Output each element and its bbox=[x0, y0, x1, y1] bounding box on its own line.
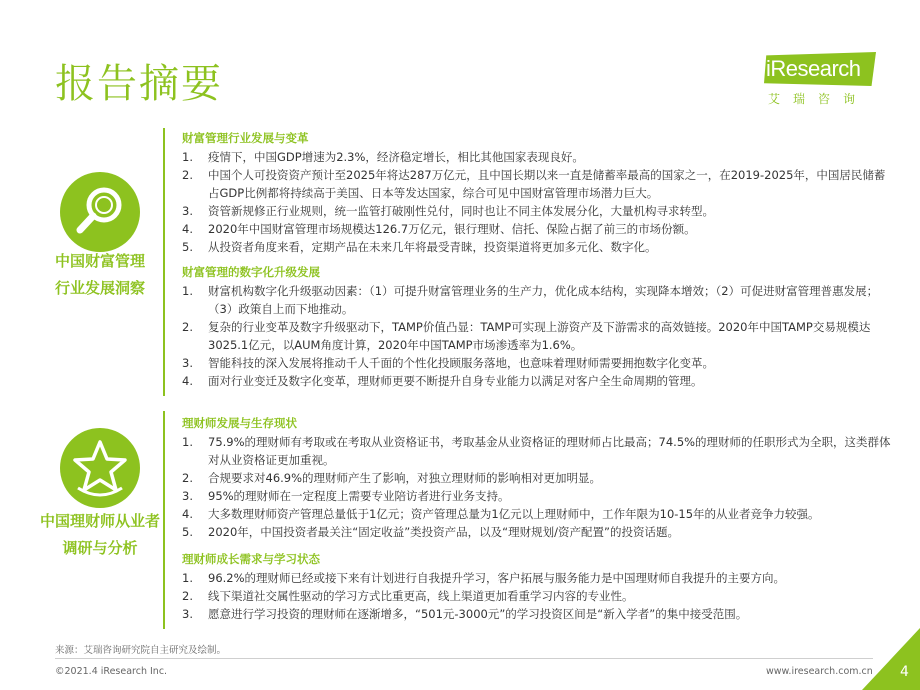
copyright: ©2021.4 iResearch Inc. bbox=[55, 666, 168, 677]
item-text: 从投资者角度来看，定期产品在未来几年将最受青睐，投资渠道将更加多元化、数字化。 bbox=[208, 240, 657, 254]
item-number: 2. bbox=[182, 168, 193, 182]
panel-label-line: 中国理财师从业者 bbox=[39, 512, 160, 530]
star-icon bbox=[60, 428, 140, 508]
section-industry-change bbox=[182, 129, 892, 256]
list-item bbox=[182, 605, 892, 623]
panel-label-industry bbox=[30, 248, 170, 302]
item-number: 3. bbox=[182, 356, 193, 370]
item-number: 1. bbox=[182, 435, 193, 449]
item-text: 愿意进行学习投资的理财师在逐渐增多，“501元-3000元”的学习投资区间是“新入学者”的集中接受范围。 bbox=[208, 607, 748, 621]
item-text: 疫情下，中国GDP增速为2.3%，经济稳定增长，相比其他国家表现良好。 bbox=[208, 150, 584, 164]
item-number: 5. bbox=[182, 240, 193, 254]
list-item bbox=[182, 433, 892, 469]
item-number: 4. bbox=[182, 507, 193, 521]
item-text: 75.9%的理财师有考取或在考取从业资格证书，考取基金从业资格证的理财师占比最高；74.5%的理财师的任职形式为全职，这类群体对从业资格证更加重视。 bbox=[208, 435, 891, 467]
section-heading: 财富管理的数字化升级发展 bbox=[182, 265, 320, 279]
item-text: 大多数理财师资产管理总量低于1亿元；资产管理总量为1亿元以上理财师中，工作年限为10-15年的从业者竞争力较强。 bbox=[208, 507, 820, 521]
footer-divider bbox=[55, 658, 873, 659]
panel-label-line: 中国财富管理 bbox=[54, 252, 145, 270]
item-number: 1. bbox=[182, 571, 193, 585]
item-number: 2. bbox=[182, 471, 193, 485]
list-item bbox=[182, 202, 892, 220]
item-text: 复杂的行业变革及数字升级驱动下，TAMP价值凸显：TAMP可实现上游资产及下游需求的高效链接。2020年中国TAMP交易规模达3025.1亿元，以AUM角度计算，2020年中国TAMP市场渗透率为1.6%。 bbox=[208, 320, 871, 352]
section-planner-learning bbox=[182, 550, 892, 623]
list-item bbox=[182, 569, 892, 587]
list-item bbox=[182, 372, 892, 390]
item-number: 1. bbox=[182, 150, 193, 164]
item-text: 2020年中国财富管理市场规模达126.7万亿元，银行理财、信托、保险占据了前三的市场份额。 bbox=[208, 222, 696, 236]
list-item bbox=[182, 166, 892, 202]
item-number: 4. bbox=[182, 222, 193, 236]
item-number: 2. bbox=[182, 320, 193, 334]
website-link[interactable]: www.iresearch.com.cn bbox=[766, 666, 873, 677]
section-planner-status bbox=[182, 414, 892, 541]
page-number: 4 bbox=[900, 664, 909, 680]
section-digital-upgrade bbox=[182, 263, 892, 390]
section-heading: 理财师成长需求与学习状态 bbox=[182, 552, 320, 566]
list-item bbox=[182, 238, 892, 256]
item-text: 面对行业变迁及数字化变革，理财师更要不断提升自身专业能力以满足对客户全生命周期的管理。 bbox=[208, 374, 703, 388]
item-number: 1. bbox=[182, 284, 193, 298]
list-item bbox=[182, 220, 892, 238]
panel-label-planner bbox=[30, 508, 170, 562]
logo-subtitle: 艾瑞咨询 bbox=[768, 92, 869, 106]
item-text: 中国个人可投资资产预计至2025年将达287万亿元，且中国长期以来一直是储蓄率最高的国家之一，在2019-2025年，中国居民储蓄占GDP比例都将持续高于美国、日本等发达国家，综合可见中国财富管理市场潜力巨大。 bbox=[208, 168, 886, 200]
section-heading: 理财师发展与生存现状 bbox=[182, 416, 297, 430]
item-number: 2. bbox=[182, 589, 193, 603]
list-item bbox=[182, 469, 892, 487]
item-text: 合规要求对46.9%的理财师产生了影响，对独立理财师的影响相对更加明显。 bbox=[208, 471, 602, 485]
panel-label-line: 行业发展洞察 bbox=[54, 279, 145, 297]
list-item bbox=[182, 318, 892, 354]
item-number: 4. bbox=[182, 374, 193, 388]
item-number: 3. bbox=[182, 489, 193, 503]
item-number: 3. bbox=[182, 204, 193, 218]
item-text: 资管新规修正行业规则，统一监管打破刚性兑付，同时也让不同主体发展分化，大量机构寻求转型。 bbox=[208, 204, 714, 218]
item-text: 96.2%的理财师已经或接下来有计划进行自我提升学习，客户拓展与服务能力是中国理财师自我提升的主要方向。 bbox=[208, 571, 786, 585]
item-number: 5. bbox=[182, 525, 193, 539]
list-item bbox=[182, 505, 892, 523]
iresearch-logo bbox=[760, 50, 880, 108]
corner-decoration bbox=[862, 628, 920, 690]
source-note: 来源：艾瑞咨询研究院自主研究及绘制。 bbox=[55, 645, 227, 656]
list-item bbox=[182, 523, 892, 541]
item-text: 财富机构数字化升级驱动因素：（1）可提升财富管理业务的生产力，优化成本结构，实现降本增效；（2）可促进财富管理普惠发展；（3）政策自上而下地推动。 bbox=[208, 284, 879, 316]
panel-label-line: 调研与分析 bbox=[62, 539, 138, 557]
section-heading: 财富管理行业发展与变革 bbox=[182, 131, 309, 145]
item-number: 3. bbox=[182, 607, 193, 621]
list-item bbox=[182, 148, 892, 166]
page-title: 报告摘要 bbox=[55, 61, 223, 107]
list-item bbox=[182, 587, 892, 605]
item-text: 智能科技的深入发展将推动千人千面的个性化投顾服务落地，也意味着理财师需要拥抱数字化变革。 bbox=[208, 356, 714, 370]
magnifier-icon bbox=[60, 172, 140, 252]
logo-text: iResearch bbox=[766, 56, 861, 81]
item-text: 线下渠道社交属性驱动的学习方式比重更高，线上渠道更加看重学习内容的专业性。 bbox=[208, 589, 634, 603]
item-text: 2020年，中国投资者最关注“固定收益”类投资产品，以及“理财规划/资产配置”的投资话题。 bbox=[208, 525, 679, 539]
list-item bbox=[182, 487, 892, 505]
list-item bbox=[182, 354, 892, 372]
item-text: 95%的理财师在一定程度上需要专业陪访者进行业务支持。 bbox=[208, 489, 510, 503]
list-item bbox=[182, 282, 892, 318]
